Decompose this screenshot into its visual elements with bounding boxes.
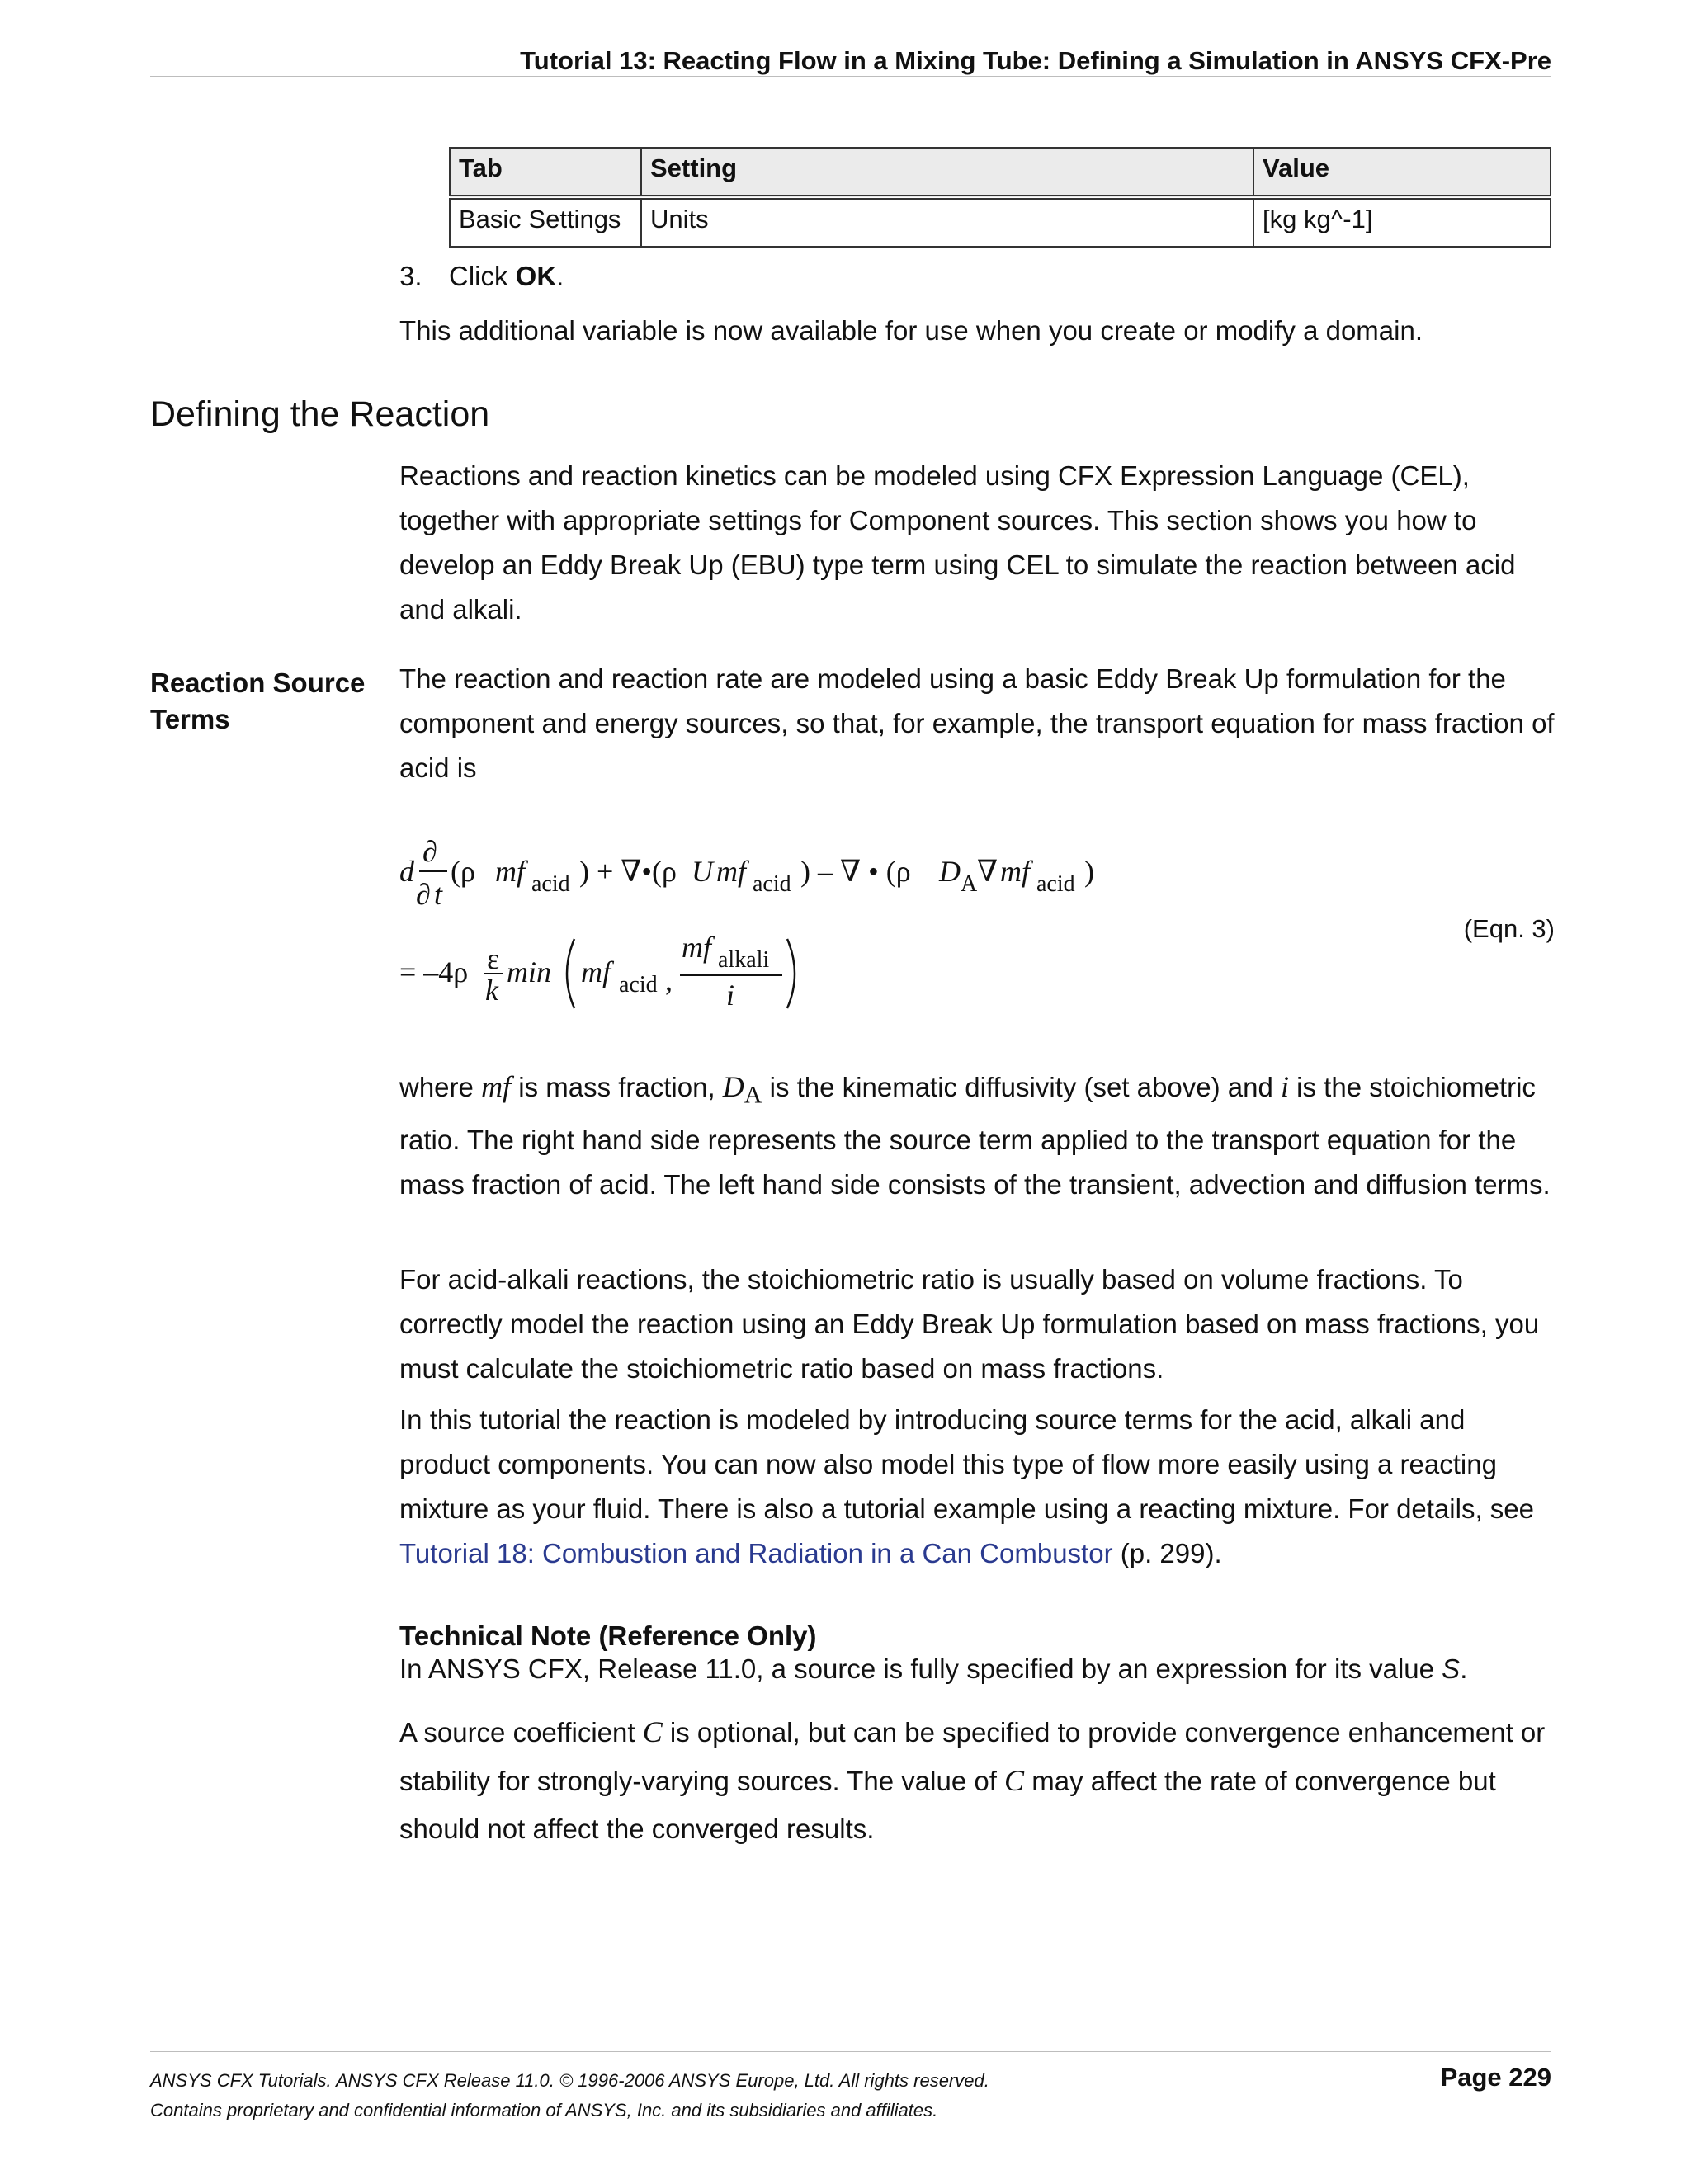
section-intro: Reactions and reaction kinetics can be modeled using CFX Expression Language (CEL), together with appropriate settings for Component sources. This section shows you how to develop an Eddy Break Up (EBU) type term using CEL to simulate the reaction between acid and alkali. <box>399 460 1516 625</box>
where-text: is the kinematic diffusivity (set above) and <box>762 1072 1281 1102</box>
equation-label: (Eqn. 3) <box>1463 914 1555 943</box>
eq-term1: (ρ <box>451 855 475 888</box>
table-header-cell: Tab <box>450 148 641 197</box>
running-header: Tutorial 13: Reacting Flow in a Mixing Tube: Defining a Simulation in ANSYS CFX-Pre <box>520 46 1551 75</box>
table-header-row <box>450 148 1551 197</box>
math-S: S <box>1442 1653 1461 1684</box>
eq-mf-4: mf <box>581 955 611 988</box>
eq-left-paren <box>567 939 574 1008</box>
eq-i: i <box>726 979 735 1012</box>
tech-text: is optional, but can be specified to provide convergence enhancement or stability for strongly-varying sources. The value of <box>399 1717 1546 1796</box>
section-title: Defining the Reaction <box>150 394 490 434</box>
eq-d: d <box>399 855 414 888</box>
table-cell: Basic Settings <box>450 197 641 247</box>
side-heading <box>150 665 381 738</box>
math-mf: mf <box>481 1070 512 1103</box>
tech-text: In ANSYS CFX, Release 11.0, a source is fully specified by an expression for its value <box>399 1653 1442 1684</box>
eq-mf-2: mf <box>716 855 746 888</box>
tech-text: may affect the rate of convergence but should not affect the converged results. <box>399 1766 1496 1844</box>
page-number: Page 229 <box>1440 2063 1551 2092</box>
reaction-terms-paragraph: The reaction and reaction rate are modeled using a basic Eddy Break Up formulation for the component and energy sources, so that, for example, the transport equation for mass fraction of acid is <box>399 663 1555 783</box>
table-header-cell: Setting <box>641 148 1253 197</box>
technical-note-line1 <box>399 1647 1555 1691</box>
eq-A: A <box>961 871 978 897</box>
step-number: 3. <box>399 261 422 291</box>
table-cell: [kg kg^-1] <box>1253 197 1551 247</box>
table-header-cell: Value <box>1253 148 1551 197</box>
settings-table <box>449 147 1551 248</box>
eq-nabla: ∇ <box>977 855 998 888</box>
eq-acid-4: acid <box>619 972 658 998</box>
math-D: D <box>722 1070 744 1103</box>
eq-partial-num: ∂ <box>422 835 437 868</box>
footer-copyright <box>150 2066 989 2125</box>
eq-acid-1: acid <box>531 871 570 897</box>
table-cell: Units <box>641 197 1253 247</box>
footer-divider <box>150 2051 1551 2052</box>
eq-right-paren <box>787 939 795 1008</box>
math-C: C <box>1004 1764 1025 1797</box>
where-paragraph <box>399 1064 1555 1207</box>
tutorial-paragraph <box>399 1398 1555 1576</box>
math-A: A <box>744 1081 762 1109</box>
where-text: where <box>399 1072 482 1102</box>
eq-close-minus: ) – ∇ • (ρ <box>800 855 911 888</box>
step-ok-label: OK <box>515 261 557 291</box>
where-text: is mass fraction, <box>511 1072 723 1102</box>
eq-comma: , <box>665 964 673 997</box>
footer-line: Contains proprietary and confidential information of ANSYS, Inc. and its subsidiaries and affiliates. <box>150 2100 938 2120</box>
after-step-paragraph: This additional variable is now available for use when you create or modify a domain. <box>399 315 1423 346</box>
eq-U: U <box>692 855 713 888</box>
eq-k: k <box>485 974 498 1007</box>
math-C: C <box>642 1715 663 1748</box>
header-divider <box>150 76 1551 77</box>
eq-eps: ε <box>487 942 500 975</box>
tutorial-text: (p. 299). <box>1112 1538 1222 1568</box>
tutorial-text: In this tutorial the reaction is modeled by introducing source terms for the acid, alkali and product components. You can now also model this type of flow more easily using a reacting mixture as your fluid. There is also a tutorial example using a reacting mixture. For details, see <box>399 1404 1535 1524</box>
eq-t: t <box>434 878 443 911</box>
technical-note-heading: Technical Note (Reference Only) <box>399 1620 817 1651</box>
eq-mf-5: mf <box>682 931 711 964</box>
eq-acid-2: acid <box>753 871 791 897</box>
step-click-ok <box>399 261 564 292</box>
equation-svg <box>399 825 1555 1031</box>
math-i: i <box>1280 1070 1289 1103</box>
equation-block <box>399 825 1555 1031</box>
eq-alkali: alkali <box>718 947 770 973</box>
tech-text: . <box>1460 1653 1468 1684</box>
step-suffix: . <box>556 261 564 291</box>
eq-plus-nabla: ) + ∇•(ρ <box>579 855 677 888</box>
table-row <box>450 197 1551 247</box>
eq-mf-3: mf <box>1000 855 1030 888</box>
technical-note-para2 <box>399 1708 1555 1853</box>
tech-text: A source coefficient <box>399 1717 643 1748</box>
footer-line: ANSYS CFX Tutorials. ANSYS CFX Release 11.0. © 1996-2006 ANSYS Europe, Ltd. All rights reserved. <box>150 2070 989 2091</box>
eq-partial-den: ∂ <box>416 878 431 911</box>
eq-acid-3: acid <box>1036 871 1075 897</box>
eq-close: ) <box>1084 855 1094 888</box>
step-prefix: Click <box>449 261 516 291</box>
where-text: is the stoichiometric ratio. The right hand side represents the source term applied to the transport equation for the mass fraction of acid. The left hand side consists of the transient, advection and diffusion terms. <box>399 1072 1551 1200</box>
eq-min: min <box>507 955 551 988</box>
eq-mf-1: mf <box>495 855 525 888</box>
tutorial-18-link[interactable]: Tutorial 18: Combustion and Radiation in a Can Combustor <box>399 1538 1113 1568</box>
side-heading-line: Reaction Source <box>150 667 366 698</box>
side-heading-line: Terms <box>150 704 230 734</box>
acid-alkali-paragraph: For acid-alkali reactions, the stoichiometric ratio is usually based on volume fractions. To correctly model the reaction using an Eddy Break Up formulation based on mass fractions, you must calculate the stoichiometric ratio based on mass fractions. <box>399 1264 1540 1384</box>
eq-rhs-lead: = –4ρ <box>399 955 469 988</box>
eq-D: D <box>939 855 961 888</box>
